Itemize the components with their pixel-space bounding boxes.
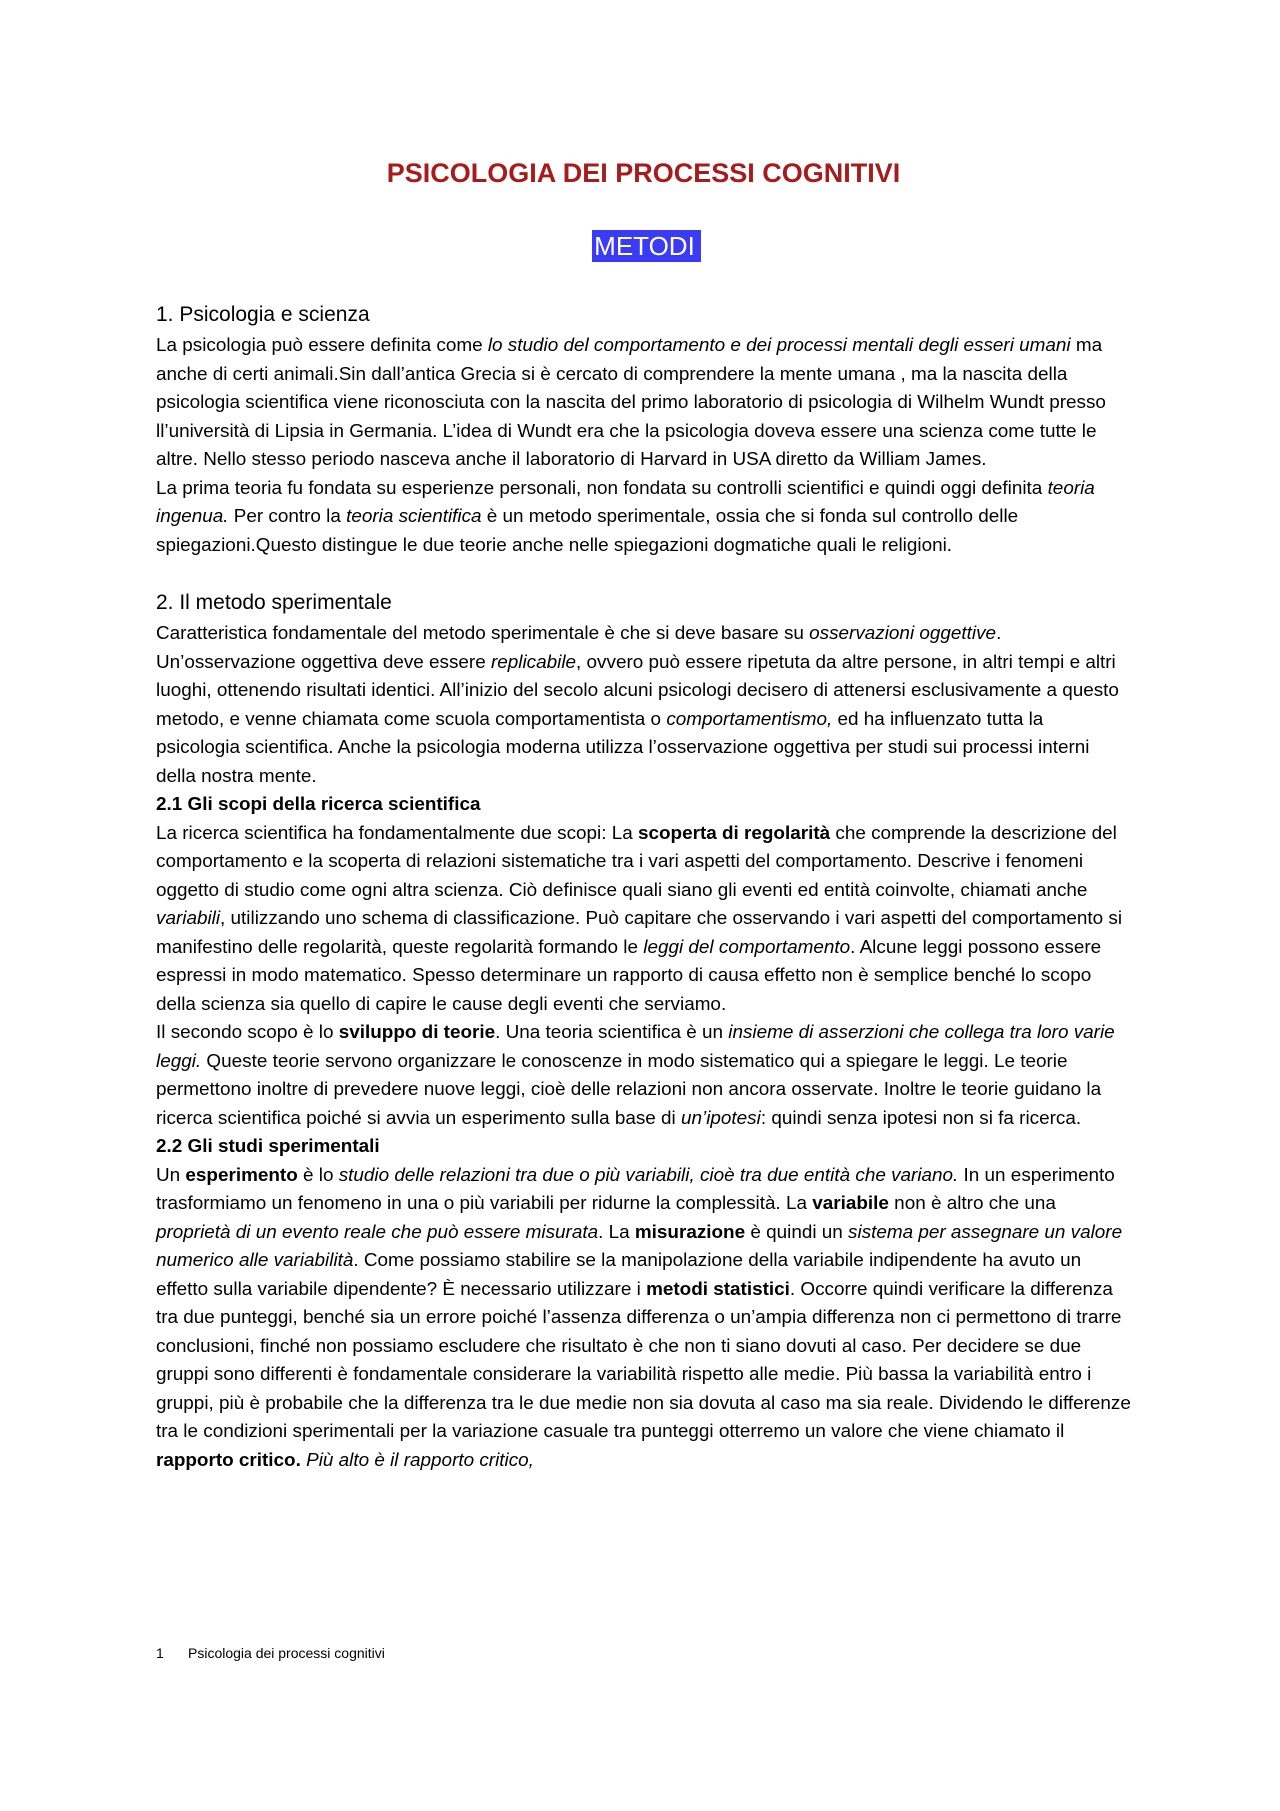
italic-text: teoria ingenua. [156,477,1095,527]
heading-metodo-sperimentale: 2. Il metodo sperimentale [156,591,392,614]
section-badge-wrap [156,230,1131,262]
text: Il secondo scopo è lo [156,1022,339,1043]
paragraph [156,475,1131,561]
text: In un esperimento trasformiamo un fenomeno in una o più variabili per ridurne la complessità. La [156,1164,1115,1214]
text: è un metodo sperimentale, ossia che si fonda sul controllo delle spiegazioni.Questo distingue le due teorie anche nelle spiegazioni dogmatiche quali le religioni. [156,506,1019,556]
page-footer [156,1644,385,1662]
text: . Un’osservazione oggettiva deve essere [156,623,1002,673]
footer-text: Psicologia dei processi cognitivi [188,1645,385,1661]
italic-text: lo studio del comportamento e dei processi mentali degli esseri umani [487,335,1071,356]
text: Queste teorie servono organizzare le conoscenze in modo sistematico qui a spiegare le leggi. Le teorie permettono inoltre di prevedere nuove leggi, cioè delle relazioni non ancora osservate. Inoltre le teorie guidano la ricerca scientifica poiché si avvia un esperimento sulla base di [156,1050,1102,1129]
italic-text: studio delle relazioni tra due o più variabili, cioè tra due entità che variano. [338,1164,959,1186]
text: . Occorre quindi verificare la differenza tra due punteggi, benché sia un errore poiché l’assenza differenza o un’ampia differenza non ci permettono di trarre conclusioni, finché non possiamo escludere che risultato è che non ti siano dovuti al caso. Per decidere se due gruppi sono differenti è fondamentale considerare la variabilità rispetto alle medie. Più bassa la variabilità entro i gruppi, più è probabile che la differenza tra le due medie non sia dovuta al caso ma sia reale. Dividendo le differenze tra le condizioni sperimentali per la variazione casuale tra punteggi otterremo un valore che viene chiamato il [156,1278,1131,1442]
text: non è altro che una [888,1193,1056,1214]
bold-text: metodi statistici [646,1278,790,1300]
bold-text: variabile [812,1193,889,1214]
paragraph [156,1162,1131,1476]
bold-text: misurazione [634,1221,746,1243]
text: . Alcune leggi possono essere espressi in modo matematico. Spesso determinare un rapporto di causa effetto non è semplice benché lo scopo della scienza sia quello di capire le cause degli eventi che serviamo. [156,936,1102,1015]
page-number: 1 [156,1645,164,1661]
italic-text: osservazioni oggettive [809,623,997,644]
text: . La [598,1221,635,1243]
text: La ricerca scientifica ha fondamentalmente due scopi: La [156,822,638,844]
italic-text: replicabile [490,651,577,673]
heading-studi-sperimentali: 2.2 Gli studi sperimentali [156,1136,380,1157]
text: Un [156,1164,186,1186]
italic-text: comportamentismo, [666,708,833,730]
italic-text: insieme di asserzioni che collega tra loro varie leggi. [156,1022,1115,1072]
italic-text: un’ipotesi [681,1107,761,1129]
spacer [156,560,1131,588]
text: ed ha influenzato tutta la psicologia scientifica. Anche la psicologia moderna utilizza l’osservazione oggettiva per studi sui processi interni della nostra mente. [156,708,1090,787]
heading-psicologia-e-scienza: 1. Psicologia e scienza [156,303,370,326]
italic-text: teoria scientifica [346,506,482,527]
paragraph [156,332,1131,475]
text: . Come possiamo stabilire se la manipolazione della variabile indipendente ha avuto un effetto sulla variabile dipendente? È necessario utilizzare i [156,1250,1082,1300]
italic-text: Più alto è il rapporto critico, [306,1449,534,1471]
bold-text: esperimento [185,1164,298,1186]
text: è quindi un [745,1221,849,1243]
bold-text: sviluppo di teorie [338,1022,496,1043]
bold-text: rapporto critico. [156,1449,301,1471]
paragraph [156,1019,1131,1133]
text: ma anche di certi animali.Sin dall’antica Grecia si è cercato di comprendere la mente umana , ma la nascita della psicologia scientifica viene riconosciuta con la nascita del primo laboratorio di psicologia di Wilhelm Wundt presso ll’università di Lipsia in Germania. L’idea di Wundt era che la psicologia doveva essere una scienza come tutte le altre. Nello stesso periodo nasceva anche il laboratorio di Harvard in USA diretto da William James. [156,335,1106,470]
text: , ovvero può essere ripetuta da altre persone, in altri tempi e altri luoghi, ottenendo risultati identici. All’inizio del secolo alcuni psicologi decisero di attenersi esclusivamente a questo metodo, e venne chiamata come scuola comportamentista o [156,651,1119,730]
section-badge: METODI [592,230,701,262]
text: La prima teoria fu fondata su esperienze personali, non fondata su controlli scientifici e quindi oggi definita [156,477,1048,499]
italic-text: sistema per assegnare un valore numerico alle variabilità [156,1221,1123,1271]
page-title: PSICOLOGIA DEI PROCESSI COGNITIVI [386,158,901,188]
heading-scopi-ricerca: 2.1 Gli scopi della ricerca scientifica [156,794,481,815]
text: : quindi senza ipotesi non si fa ricerca. [760,1107,1082,1129]
text: Per contro la [228,506,347,527]
text: che comprende la descrizione del comportamento e la scoperta di relazioni sistematiche tra i vari aspetti del comportamento. Descrive i fenomeni oggetto di studio come ogni altra scienza. Ciò definisce quali siano gli eventi ed entità coinvolte, chiamati anche [156,822,1117,901]
text: La psicologia può essere definita come [156,335,488,356]
text: Caratteristica fondamentale del metodo sperimentale è che si deve basare su [156,623,810,644]
document-body [156,300,1131,1475]
paragraph [156,620,1131,791]
text: . Una teoria scientifica è un [495,1022,729,1043]
paragraph [156,820,1131,1020]
bold-text: scoperta di regolarità [638,822,831,844]
italic-text: leggi del comportamento [643,936,851,958]
italic-text: variabili [156,908,221,929]
text: , utilizzando uno schema di classificazione. Può capitare che osservando i vari aspetti del comportamento si manifestino delle regolarità, queste regolarità formando le [156,908,1123,958]
italic-text: proprietà di un evento reale che può essere misurata [156,1221,599,1243]
text: è lo [297,1164,339,1186]
